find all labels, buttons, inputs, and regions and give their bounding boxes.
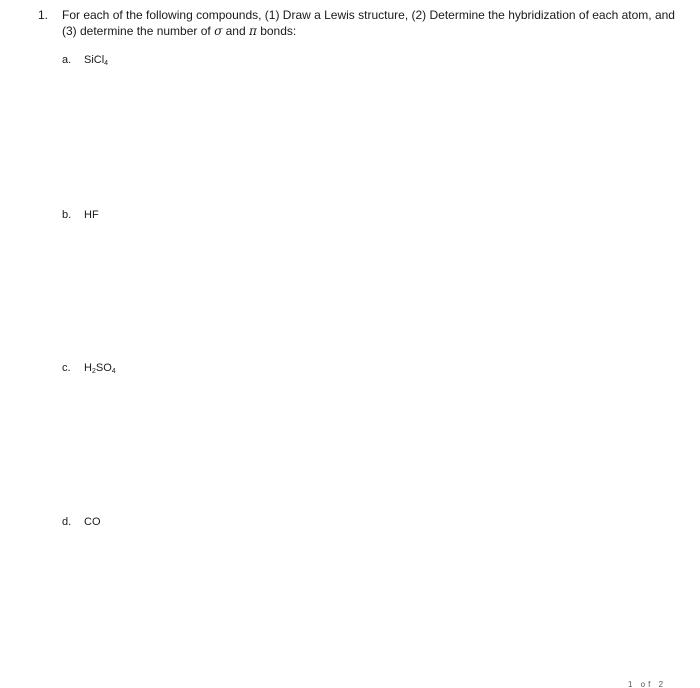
question-number: 1. [38, 8, 49, 22]
page-indicator: 1 of 2 [628, 680, 667, 688]
formula-subscript: 4 [104, 60, 109, 67]
pi-symbol: π [248, 24, 257, 38]
part-d-letter: d. [62, 516, 72, 528]
formula-text: SiCl [84, 54, 105, 66]
formula-text: CO [84, 516, 101, 528]
formula-text: H [84, 362, 92, 374]
part-a [62, 53, 108, 67]
formula-subscript: 4 [111, 368, 116, 375]
question-text [62, 7, 678, 39]
formula-subscript: 2 [91, 368, 96, 375]
part-a-formula [84, 54, 108, 66]
question-text-start: For each of the following compounds, (1) Draw a Lewis structure, (2) Determine the hybridization of each atom, and (3) determine the number of [62, 8, 675, 38]
part-a-letter: a. [62, 54, 72, 66]
part-c [62, 361, 116, 375]
part-d-formula [84, 516, 101, 528]
question-text-end: bonds: [256, 24, 297, 38]
part-b [62, 208, 99, 222]
formula-text: SO [95, 362, 112, 374]
question-text-and: and [222, 24, 249, 38]
part-b-letter: b. [62, 209, 72, 221]
part-c-formula [84, 362, 116, 374]
part-d [62, 515, 101, 529]
part-b-formula [84, 209, 99, 221]
part-c-letter: c. [62, 362, 71, 374]
formula-text: HF [84, 209, 99, 221]
sigma-symbol: σ [214, 24, 223, 38]
question-1 [38, 7, 678, 39]
